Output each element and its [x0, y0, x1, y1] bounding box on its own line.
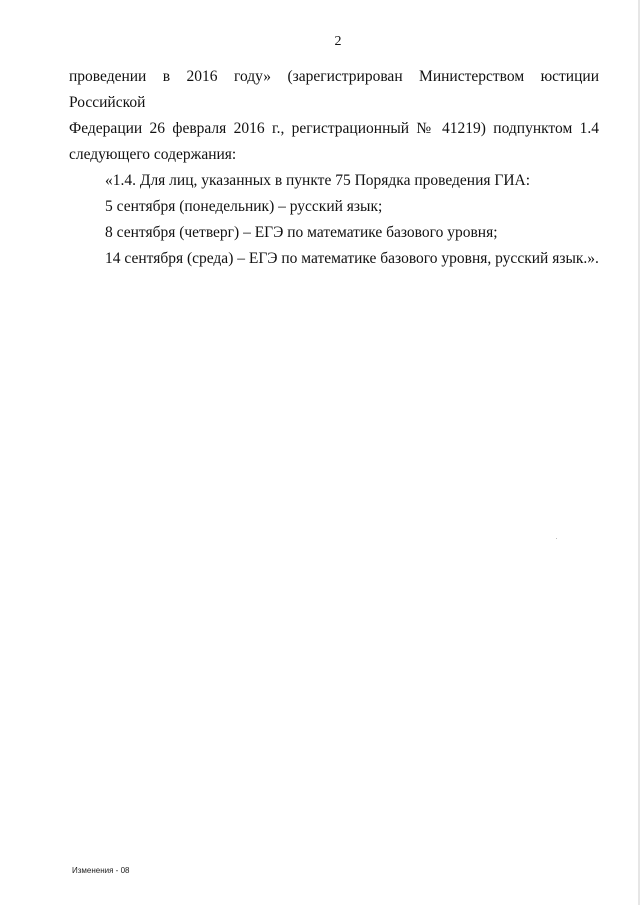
- schedule-line: 8 сентября (четверг) – ЕГЭ по математике базового уровня;: [105, 224, 498, 241]
- paragraph-line: проведении в 2016 году» (зарегистрирован Министерством юстиции Российской: [69, 68, 599, 111]
- paragraph-line: следующего содержания:: [69, 146, 237, 163]
- paragraph-line: Федерации 26 февраля 2016 г., регистрационный № 41219) подпунктом 1.4: [69, 120, 599, 137]
- subclause-heading: «1.4. Для лиц, указанных в пункте 75 Порядка проведения ГИА:: [105, 172, 531, 189]
- page-number: 2: [334, 34, 342, 49]
- scan-speck: [556, 538, 557, 539]
- schedule-line: 14 сентября (среда) – ЕГЭ по математике базового уровня, русский язык.».: [105, 250, 599, 267]
- footer-note: Изменения - 08: [72, 866, 130, 875]
- intro-paragraph: [69, 64, 599, 168]
- document-body: [69, 64, 599, 272]
- schedule-line: 5 сентября (понедельник) – русский язык;: [105, 198, 383, 215]
